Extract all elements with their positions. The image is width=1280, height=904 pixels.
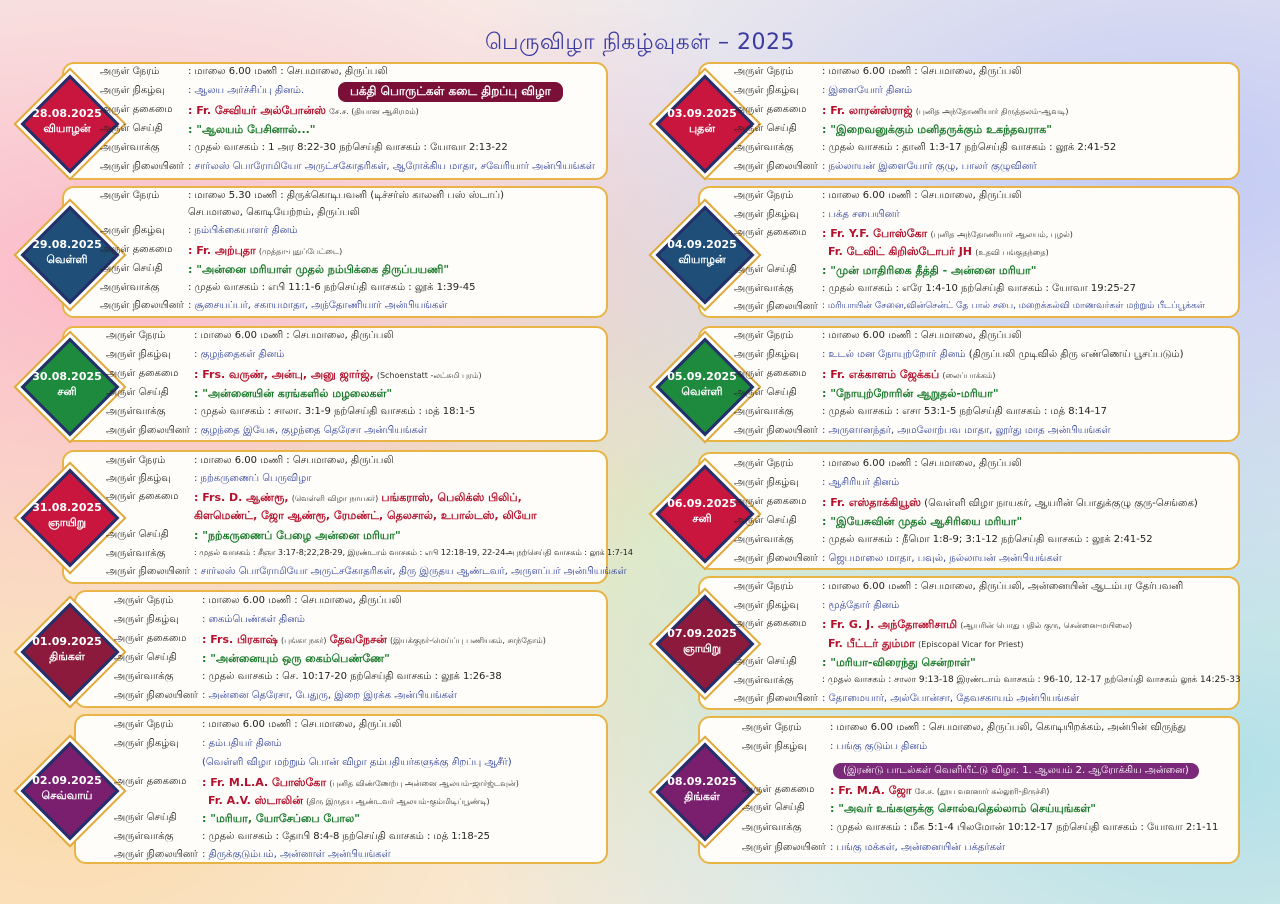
event-details — [114, 719, 604, 861]
event-details — [106, 455, 633, 581]
message-value: : "நோயுற்றோரின் ஆறுதல்-மரியா" — [822, 387, 999, 400]
event-label: அருள் நிகழ்வு — [734, 349, 799, 360]
time-value: : மாலை 6.00 மணி : செபமாலை, திருப்பலி — [194, 455, 394, 466]
host-label: அருள் நிலையினர் — [114, 690, 198, 701]
date-badge-text — [22, 369, 112, 399]
leader-value: : Fr. எக்காளம் ஜேக்கப் — [822, 368, 940, 381]
message-label: அருள் செய்தி — [106, 529, 169, 540]
leader-value-2: Fr. டேவிட் கிறிஸ்டோபர் JH — [828, 245, 973, 258]
leader-value: : Fr. M.L.A. போஸ்கோ — [202, 776, 327, 789]
time-label: அருள் நேரம் — [734, 190, 794, 201]
leader-note: (லைப்பாக்கம்) — [942, 371, 996, 380]
time-label: அருள் நேரம் — [734, 66, 794, 77]
host-value: : குழந்தை இயேசு, குழந்தை தெரேசா அன்பியங்கள் — [194, 425, 427, 436]
word-label: அருள்வாக்கு — [734, 675, 794, 686]
leader2-note: (Episcopal Vicar for Priest) — [918, 640, 1024, 649]
badge-day: ஞாயிறு — [682, 642, 722, 655]
highlight-pill: (இரண்டு பாடல்கள் வெளியீட்டு விழா. 1. ஆலயம் 2. ஆரோக்கிய அன்னை) — [833, 763, 1199, 779]
leader-note: (ஆயரின் பொது பதில் குரு, சென்னை-மயிலை) — [960, 621, 1133, 630]
message-value: : "முன் மாதிரிகை தீத்தி - அன்னை மரியா" — [822, 264, 1037, 277]
leader-value-2: Fr. பீட்டர் தும்மா — [828, 637, 915, 650]
host-value: : ஜெபமாலை மாதா, பவுல், நல்லாயன் அன்பியங்கள் — [822, 553, 1062, 564]
word-label: அருள்வாக்கு — [114, 671, 174, 682]
leader2-note: (திரு இருதய ஆண்டவர் ஆலயம்-கும்மிடிப்பூண்டி) — [306, 797, 490, 806]
highlight-pill: பக்தி பொருட்கள் கடை திறப்பு விழா — [338, 82, 563, 102]
leader-value: : Fr. G. J. அந்தோணிசாமி — [822, 618, 958, 631]
badge-date: 05.09.2025 — [667, 370, 737, 383]
time-label: அருள் நேரம் — [114, 719, 174, 730]
time-value: : மாலை 6.00 மணி : செபமாலை, திருப்பலி — [822, 190, 1022, 201]
host-label: அருள் நிலையினர் — [100, 300, 184, 311]
word-value: : முதல் வாசகம் : தானி 1:3-17 நற்செய்தி வாசகம் : லூக் 2:41-52 — [822, 142, 1117, 153]
event-value: : பக்த சபையினர் — [822, 209, 900, 220]
leader-note: (புனித அந்தோணியார் திருத்தலம்-ஆவடி) — [915, 107, 1069, 116]
date-badge-text — [22, 773, 112, 803]
event-details — [742, 722, 1236, 862]
badge-date: 03.09.2025 — [667, 107, 737, 120]
message-value: : "ஆலயம் பேசினால்..." — [188, 123, 316, 136]
leader-value: : Fr. M.A. ஜோ — [830, 784, 912, 797]
leader-note: (முத்தா-புதுப்பேட்டை) — [258, 247, 343, 256]
message-label: அருள் செய்தி — [734, 656, 797, 667]
message-label: அருள் செய்தி — [114, 652, 177, 663]
event-value: : நற்கருணைப் பெருவிழா — [194, 473, 312, 484]
badge-day: வெள்ளி — [681, 385, 723, 398]
host-value: : நல்லாயன் இளையோர் குழு, பாலர் குழுவினர் — [822, 161, 1037, 172]
event-value: : குழந்தைகள் தினம் — [194, 349, 285, 360]
event-label: அருள் நிகழ்வு — [100, 225, 165, 236]
leader-label: அருள் தகைமை — [100, 104, 173, 115]
event-label: அருள் நிகழ்வு — [114, 738, 179, 749]
word-value: : முதல் வாசகம் : சாலா. 3:1-9 நற்செய்தி வாசகம் : மத் 18:1-5 — [194, 406, 476, 417]
leader-label: அருள் தகைமை — [742, 784, 815, 795]
leader-note-2: (இயக்குநர்-மெய்ப்பு பணியகம், சாந்தோம்) — [390, 636, 546, 645]
time-value: : மாலை 6.00 மணி : செபமாலை, திருப்பலி — [202, 595, 402, 606]
word-label: அருள்வாக்கு — [106, 406, 166, 417]
word-label: அருள்வாக்கு — [734, 406, 794, 417]
word-value: : முதல் வாசகம் : மீக 5:1-4 பிலமோன் 10:12-17 நற்செய்தி வாசகம் : யோவா 2:1-11 — [830, 822, 1219, 833]
badge-day: செவ்வாய் — [41, 789, 93, 802]
event-label: அருள் நிகழ்வு — [100, 85, 165, 96]
badge-date: 31.08.2025 — [32, 501, 102, 514]
event-note: (திருப்பலி முடிவில் திரு எண்ணெய் பூசப்படும்) — [968, 349, 1184, 360]
time-value: : மாலை 6.00 மணி : செபமாலை, திருப்பலி — [822, 458, 1022, 469]
leader-value: : Frs. D. ஆண்ரூ, — [194, 491, 289, 504]
leader-label: அருள் தகைமை — [106, 368, 179, 379]
host-label: அருள் நிலையினர் — [734, 301, 818, 312]
message-label: அருள் செய்தி — [734, 387, 797, 398]
event-label: அருள் நிகழ்வு — [106, 473, 171, 484]
badge-date: 28.08.2025 — [32, 107, 102, 120]
time-value: : மாலை 6.00 மணி : செபமாலை, திருப்பலி — [822, 66, 1022, 77]
word-label: அருள்வாக்கு — [100, 282, 160, 293]
message-label: அருள் செய்தி — [734, 264, 797, 275]
host-value: : சூசையப்பர், சகாயமாதா, அந்தோணியார் அன்பியங்கள் — [188, 300, 448, 311]
event-label: அருள் நிகழ்வு — [734, 85, 799, 96]
event-details — [734, 330, 1236, 440]
time-label: அருள் நேரம் — [734, 458, 794, 469]
host-label: அருள் நிலையினர் — [734, 161, 818, 172]
message-value: : "அன்னையும் ஒரு கைம்பெண்ணே" — [202, 652, 390, 665]
event-value: : கைம்பெண்கள் தினம் — [202, 614, 305, 625]
event-label: அருள் நிகழ்வு — [742, 741, 807, 752]
badge-day: வியாழன் — [43, 122, 91, 135]
event-value: : நம்பிக்கையாளர் தினம் — [188, 225, 298, 236]
time-label: அருள் நேரம் — [734, 330, 794, 341]
host-label: அருள் நிலையினர் — [106, 425, 190, 436]
event-value: : தம்பதியர் தினம் — [202, 738, 282, 749]
date-badge-text — [22, 237, 112, 267]
date-badge-text — [22, 634, 112, 664]
word-value: : முதல் வாசகம் : தோபி 8:4-8 நற்செய்தி வாசகம் : மத் 1:18-25 — [202, 831, 491, 842]
leader-extra: தேவநேசன் — [329, 633, 387, 646]
event-value: : மூத்தோர் தினம் — [822, 600, 900, 611]
leader-extra: பங்கராஸ், பெலிக்ஸ் பிலிப், — [381, 491, 522, 504]
message-value: : "நற்கருணைப் பேழை அன்னை மரியா" — [194, 529, 401, 542]
message-label: அருள் செய்தி — [100, 263, 163, 274]
time-value: : மாலை 6.00 மணி : செபமாலை, திருப்பலி, அன்னையின் ஆடம்பர தேர்பவனி — [822, 581, 1184, 592]
word-label: அருள்வாக்கு — [734, 534, 794, 545]
date-badge-text — [657, 774, 747, 804]
host-label: அருள் நிலையினர் — [114, 849, 198, 860]
badge-date: 02.09.2025 — [32, 774, 102, 787]
word-value: : முதல் வாசகம் : நீமொ 1:8-9; 3:1-12 நற்செய்தி வாசகம் : லூக் 2:41-52 — [822, 534, 1153, 545]
leader-label: அருள் தகைமை — [114, 776, 187, 787]
leader-label: அருள் தகைமை — [106, 491, 179, 502]
leader-note: (வெள்ளி விழா நாயகர், ஆயரின் பொதுக்குழு குரு-செங்கை) — [924, 498, 1198, 509]
event-value: : ஆசிரியர் தினம் — [822, 477, 900, 488]
message-label: அருள் செய்தி — [742, 802, 805, 813]
word-value: : முதல் வாசகம் : எபி 11:1-6 நற்செய்தி வாசகம் : லூக் 1:39-45 — [188, 282, 476, 293]
message-value: : "அன்னையின் கரங்களில் மழலைகள்" — [194, 387, 393, 400]
word-value: : முதல் வாசகம் : சாலா 9:13-18 இரண்டாம் வாசகம் : 96-10, 12-17 நற்செய்தி வாசகம் லூக் 14:25-33 — [822, 675, 1241, 685]
host-value: : திருக்குடும்பம், அன்னாள் அன்பியங்கள் — [202, 849, 391, 860]
leader-label: அருள் தகைமை — [734, 368, 807, 379]
word-label: அருள்வாக்கு — [114, 831, 174, 842]
message-label: அருள் செய்தி — [734, 123, 797, 134]
badge-day: வியாழன் — [678, 253, 726, 266]
event-value: : இளையோர் தினம் — [822, 85, 912, 96]
message-value: : "இறைவனுக்கும் மனிதருக்கும் உகந்தவராக" — [822, 123, 1053, 136]
badge-date: 29.08.2025 — [32, 238, 102, 251]
leader-value: : Frs. வருண், அன்பு, அனு ஜார்ஜ், — [194, 368, 374, 381]
leader-note: (புனித விண்ணேற்பு அன்னை ஆலயம்-ஜார்ஜ்டவுன்) — [329, 779, 519, 788]
leader-value: : Fr. அற்புதா — [188, 244, 256, 257]
message-label: அருள் செய்தி — [734, 515, 797, 526]
host-value: : பங்கு மக்கள், அன்னையின் பக்தர்கள் — [830, 842, 1006, 853]
leader-note: (புனித அந்தோணியார் ஆலயம், புழல்) — [930, 230, 1073, 239]
host-label: அருள் நிலையினர் — [734, 425, 818, 436]
badge-day: வெள்ளி — [46, 253, 88, 266]
message-value: : "மரியா, யோசேப்பை போல" — [202, 812, 361, 825]
event-label: அருள் நிகழ்வு — [734, 477, 799, 488]
host-value: : சார்லஸ் பொரோமியோ அருட்சகோதரிகள், திரு இருதய ஆண்டவர், அருளப்பர் அன்பியங்கள் — [194, 566, 627, 577]
leader-label: அருள் தகைமை — [734, 104, 807, 115]
badge-day: திங்கள் — [684, 790, 720, 803]
leader-note: (வெள்ளி விழா நாயகர்) — [291, 494, 379, 503]
message-label: அருள் செய்தி — [100, 123, 163, 134]
leader-note: (Schoenstatt -லட்சுமி புரம்) — [376, 371, 482, 380]
time-label: அருள் நேரம் — [100, 190, 160, 201]
time-value: : மாலை 6.00 மணி : செபமாலை, திருப்பலி — [188, 66, 388, 77]
message-value: : "இயேசுவின் முதல் ஆசிரியை மரியா" — [822, 515, 1023, 528]
time-value: : மாலை 6.00 மணி : செபமாலை, திருப்பலி — [822, 330, 1022, 341]
event-label: அருள் நிகழ்வு — [734, 600, 799, 611]
leader-label: அருள் தகைமை — [114, 633, 187, 644]
event-details — [734, 458, 1236, 568]
event-label: அருள் நிகழ்வு — [734, 209, 799, 220]
message-label: அருள் செய்தி — [114, 812, 177, 823]
time-label: அருள் நேரம் — [114, 595, 174, 606]
badge-date: 07.09.2025 — [667, 627, 737, 640]
event-details — [734, 581, 1241, 707]
leader-note: (புங்கா நகர்) — [281, 636, 327, 645]
word-value: : முதல் வாசகம் : எரே 1:4-10 நற்செய்தி வாசகம் : யோவா 19:25-27 — [822, 283, 1137, 294]
time-label: அருள் நேரம் — [734, 581, 794, 592]
event-details — [734, 66, 1236, 178]
message-value: : "அவர் உங்களுக்கு சொல்வதெல்லாம் செய்யுங்கள்" — [830, 802, 1097, 815]
leader-value: : Fr. சேவியர் அல்போன்ஸ் — [188, 104, 326, 117]
date-badge-text — [22, 500, 112, 530]
event-value: : உடல் மன நோயுற்றோர் தினம் — [822, 349, 966, 360]
leader-value: : Frs. பிரகாஷ் — [202, 633, 278, 646]
host-label: அருள் நிலையினர் — [106, 566, 190, 577]
time-value: : மாலை 5.30 மணி : திருக்கொடிபவனி (டிச்சர்ஸ் காலனி பஸ் ஸ்டாப்) — [188, 190, 505, 201]
message-value: : "அன்னை மரியாள் முதல் நம்பிக்கை திருப்பயணி" — [188, 263, 450, 276]
word-label: அருள்வாக்கு — [734, 142, 794, 153]
time-value: : மாலை 6.00 மணி : செபமாலை, திருப்பலி, கொடியிறக்கம், அன்பின் விருந்து — [830, 722, 1187, 733]
host-value: : அன்னை தெரேசா, பேதுரு, இறை இரக்க அன்பியங்கள் — [202, 690, 457, 701]
word-label: அருள்வாக்கு — [106, 548, 166, 559]
leader-note: சே.ச. (தியான ஆசிரமம்) — [329, 107, 419, 116]
badge-day: புதன் — [688, 122, 716, 135]
time-label: அருள் நேரம் — [100, 66, 160, 77]
event-details — [114, 595, 604, 705]
badge-date: 01.09.2025 — [32, 635, 102, 648]
leader-value-2: கிளமெண்ட், ஜோ ஆண்ரூ, ரேமண்ட், தெலசால், உபால்டஸ், லியோ — [194, 509, 537, 522]
badge-day: திங்கள் — [49, 650, 85, 663]
badge-date: 06.09.2025 — [667, 497, 737, 510]
time-label: அருள் நேரம் — [106, 455, 166, 466]
time-value-2: செபமாலை, கொடியேற்றம், திருப்பலி — [188, 207, 360, 218]
time-value: : மாலை 6.00 மணி : செபமாலை, திருப்பலி — [202, 719, 402, 730]
time-label: அருள் நேரம் — [742, 722, 802, 733]
badge-date: 08.09.2025 — [667, 775, 737, 788]
date-badge-text — [22, 106, 112, 136]
host-label: அருள் நிலையினர் — [100, 161, 184, 172]
badge-day: ஞாயிறு — [47, 516, 87, 529]
host-value: : தோமையார், அல்போன்சா, தேவசகாயம் அன்பியங்கள் — [822, 693, 1080, 704]
page-title: பெருவிழா நிகழ்வுகள் – 2025 — [484, 30, 796, 55]
leader-label: அருள் தகைமை — [734, 496, 807, 507]
message-label: அருள் செய்தி — [106, 387, 169, 398]
leader-value-2: Fr. A.V. ஸ்டாலின் — [208, 794, 303, 807]
leader-label: அருள் தகைமை — [100, 244, 173, 255]
leader-value: : Fr. லாரன்ஸ்ராஜ் — [822, 104, 913, 117]
event-label: அருள் நிகழ்வு — [106, 349, 171, 360]
host-label: அருள் நிலையினர் — [742, 842, 826, 853]
badge-day: சனி — [692, 512, 712, 525]
event-details — [100, 190, 605, 316]
word-value: : முதல் வாசகம் : எசா 53:1-5 நற்செய்தி வாசகம் : மத் 8:14-17 — [822, 406, 1108, 417]
word-value: : முதல் வாசகம் : 1 அர 8:22-30 நற்செய்தி வாசகம் : யோவா 2:13-22 — [188, 142, 508, 153]
leader-label: அருள் தகைமை — [734, 618, 807, 629]
leader-value: : Fr. Y.F. போஸ்கோ — [822, 227, 928, 240]
host-label: அருள் நிலையினர் — [734, 693, 818, 704]
word-value: : முதல் வாசகம் : செ. 10:17-20 நற்செய்தி வாசகம் : லூக் 1:26-38 — [202, 671, 502, 682]
event-details — [734, 190, 1236, 316]
event-label: அருள் நிகழ்வு — [114, 614, 179, 625]
badge-date: 30.08.2025 — [32, 370, 102, 383]
word-label: அருள்வாக்கு — [734, 283, 794, 294]
leader-value: : Fr. எஸ்தாக்கியூஸ் — [822, 496, 921, 509]
event-details — [106, 330, 606, 440]
time-value: : மாலை 6.00 மணி : செபமாலை, திருப்பலி — [194, 330, 394, 341]
leader-label: அருள் தகைமை — [734, 227, 807, 238]
event-value-2: (வெள்ளி விழா மற்றும் பொன் விழா தம்பதியர்களுக்கு சிறப்பு ஆசீர்) — [202, 757, 512, 768]
word-label: அருள்வாக்கு — [100, 142, 160, 153]
word-value: : முதல் வாசகம் : சீஞா 3:17-8;22,28-29, இரண்டாம் வாசகம் : எபி 12:18-19, 22-24அ நற்செய்தி வாசகம் : லூக் 1:7-14 — [194, 548, 633, 557]
host-value: : அருளானந்தர், அமலோற்பவ மாதா, லூர்து மாத அன்பியங்கள் — [822, 425, 1111, 436]
badge-day: சனி — [57, 385, 77, 398]
host-value: : மரியாயின் சேனை,வின்சென்ட் தே பால் சபை, மறைக்கல்வி மாணவர்கள் மற்றும் பீடப்பூக்கள் — [822, 301, 1206, 311]
host-value: : சார்லஸ் பொரோமியோ அருட்சகோதரிகள், ஆரோக்கிய மாதா, சவேரியார் அன்பியங்கள் — [188, 161, 595, 172]
time-label: அருள் நேரம் — [106, 330, 166, 341]
event-value: : பங்கு குடும்ப தினம் — [830, 741, 928, 752]
word-label: அருள்வாக்கு — [742, 822, 802, 833]
leader2-note: (உதவி பங்குதந்தை) — [975, 248, 1049, 257]
event-value: : ஆலய அர்ச்சிப்பு தினம். — [188, 85, 305, 96]
message-value: : "மரியா-விரைந்து சென்றாள்" — [822, 656, 976, 669]
badge-date: 04.09.2025 — [667, 238, 737, 251]
leader-note: சே.ச. (தூய வளனார் கல்லூரி-திருச்சி) — [914, 787, 1050, 796]
host-label: அருள் நிலையினர் — [734, 553, 818, 564]
